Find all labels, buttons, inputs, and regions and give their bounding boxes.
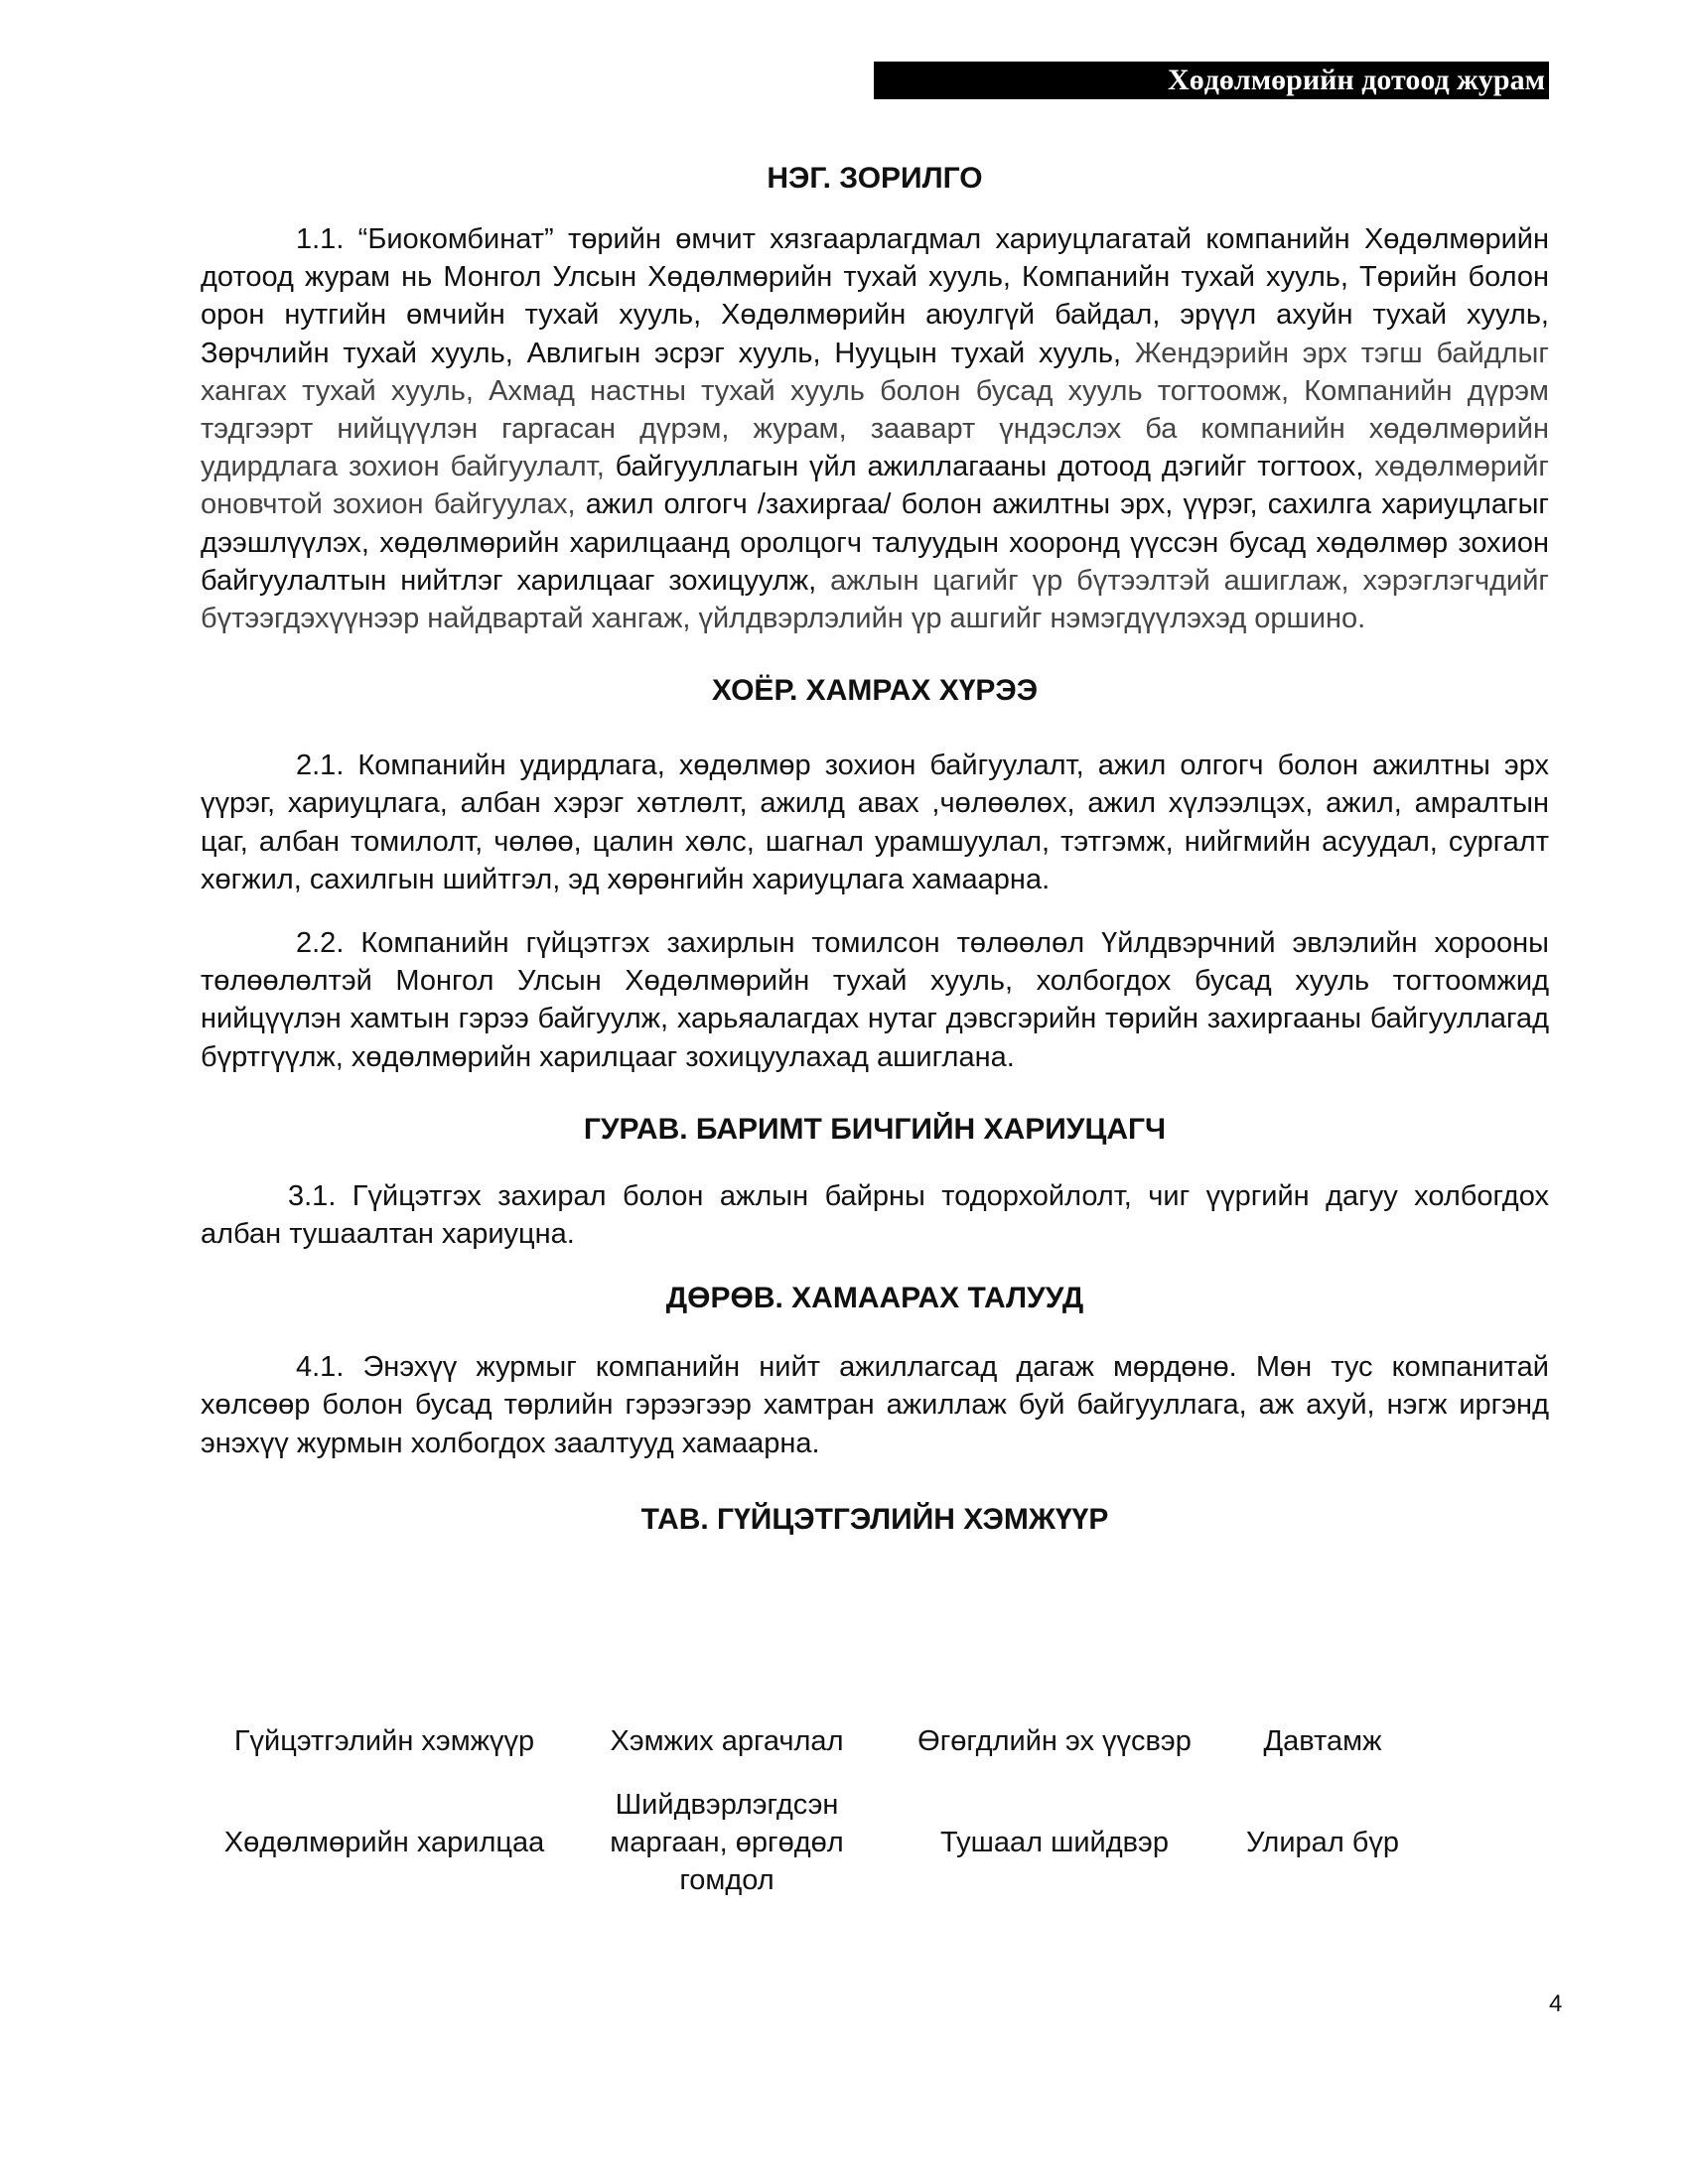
paragraph-4-1: 4.1. Энэхүү журмыг компанийн нийт ажиллагсад дагаж мөрдөнө. Мөн тус компанитай хөлсөөр болон бусад төрлийн гэрээгээр хамтран ажиллаж буй байгууллага, аж ахуй, нэгж иргэнд энэхүү журмын холбогдох заалтууд хамаарна. [201, 1351, 1549, 1459]
section-title: ТАВ. ГҮЙЦЭТГЭЛИЙН ХЭМЖҮҮР [640, 1502, 1109, 1536]
section-title: ДӨРӨВ. ХАМААРАХ ТАЛУУД [665, 1282, 1084, 1315]
section-document-owner [201, 1110, 1549, 1253]
running-header [874, 62, 1549, 99]
section-title: ХОЁР. ХАМРАХ ХҮРЭЭ [711, 674, 1039, 708]
table-cell: Улирал бүр [1245, 1827, 1400, 1858]
section-purpose [201, 159, 1549, 637]
page-number: 4 [1549, 1990, 1563, 2017]
section-performance-measures [201, 1500, 1549, 1540]
paragraph-text: ажлын цагийг үр бүтээлтэй ашиглаж, хэрэглэгчдийг бүтээгдэхүүнээр найдвартай хангаж, үйлдвэрлэлийн үр ашгийг нэмэгдүүлэхэд оршино. [201, 564, 1549, 635]
paragraph-text: байгууллагын үйл ажиллагааны дотоод дэгийг тогтоох, [604, 451, 1364, 483]
paragraph-text: Жендэрийн эрх тэгш байдлыг хангах тухай хууль, Ахмад настны тухай хууль болон бусад хууль тогтоомж, Компанийн дүрэм тэдгээрт нийцүүлэн гаргасан дүрэм, журам, зааварт үндэслэх ба компанийн хөдөлмөрийн удирдлага зохион байгуулалт, [201, 337, 1549, 483]
table-row [201, 1786, 1549, 1899]
running-header-title: Хөдөлмөрийн дотоод журам [1168, 64, 1545, 96]
column-header: Давтамж [1263, 1725, 1382, 1757]
paragraph-2-1: 2.1. Компанийн удирдлага, хөдөлмөр зохион байгуулалт, ажил олгогч болон ажилтны эрх үүрэг, хариуцлага, албан хэрэг хөтлөлт, ажилд авах ,чөлөөлөх, ажил хүлээлцэх, ажил, амралтын цаг, албан томилолт, чөлөө, цалин хөлс, шагнал урамшуулал, тэтгэмж, нийгмийн асуудал, сургалт хөгжил, сахилгын шийтгэл, эд хөрөнгийн хариуцлага хамаарна. [201, 750, 1549, 895]
column-header: Өгөгдлийн эх үүсвэр [917, 1725, 1192, 1757]
table-cell: Хөдөлмөрийн харилцаа [223, 1827, 545, 1858]
paragraph-1-1 [201, 220, 1549, 637]
column-header: Гүйцэтгэлийн хэмжүүр [233, 1725, 535, 1757]
table-header-row [201, 1722, 1549, 1760]
paragraph-2-2: 2.2. Компанийн гүйцэтгэх захирлын томилсон төлөөлөл Үйлдвэрчний эвлэлийн хорооны төлөөлөлтэй Монгол Улсын Хөдөлмөрийн тухай хууль, холбогдох бусад хууль тогтоомжид нийцүүлэн хамтын гэрээ байгуулж, харьяалагдах нутаг дэвсгэрийн төрийн захиргааны байгууллагад бүртгүүлж, хөдөлмөрийн харилцааг зохицуулахад ашиглана. [201, 927, 1549, 1073]
paragraph-text: хөдөлмөрийг оновчтой зохион байгуулах, [201, 451, 1549, 521]
section-scope [201, 671, 1549, 1076]
table-cell: Шийдвэрлэгдсэн маргаан, өргөдөл гомдол [610, 1789, 844, 1896]
paragraph-text: 1.1. “Биокомбинат” төрийн өмчит хязгаарлагдмал хариуцлагатай компанийн Хөдөлмөрийн дотоод журам нь Монгол Улсын Хөдөлмөрийн тухай хууль, Компанийн тухай хууль, Төрийн болон орон нутгийн өмчийн тухай хууль, Хөдөлмөрийн аюулгүй байдал, эрүүл ахуйн тухай хууль, Зөрчлийн тухай хууль, Авлигын эсрэг хууль, Нууцын тухай хууль, [201, 223, 1549, 369]
table-cell: Тушаал шийдвэр [939, 1827, 1169, 1858]
section-stakeholders [201, 1279, 1549, 1462]
paragraph-text: ажил олгогч /захиргаа/ болон ажилтны эрх, үүрэг, сахилга хариуцлагыг дээшлүүлэх, хөдөлмөрийн харилцаанд оролцогч талуудын хооронд үүссэн бусад хөдөлмөр зохион байгуулалтын нийтлэг харилцааг зохицуулж, [201, 488, 1549, 597]
section-title: ГУРАВ. БАРИМТ БИЧГИЙН ХАРИУЦАГЧ [583, 1112, 1167, 1146]
performance-measure-table [201, 1722, 1549, 1899]
section-title: НЭГ. ЗОРИЛГО [767, 162, 983, 195]
column-header: Хэмжих аргачлал [610, 1725, 844, 1757]
document-body [201, 159, 1549, 1540]
paragraph-3-1: 3.1. Гүйцэтгэх захирал болон ажлын байрны тодорхойлолт, чиг үүргийн дагуу холбогдох албан тушаалтан хариуцна. [201, 1179, 1549, 1251]
